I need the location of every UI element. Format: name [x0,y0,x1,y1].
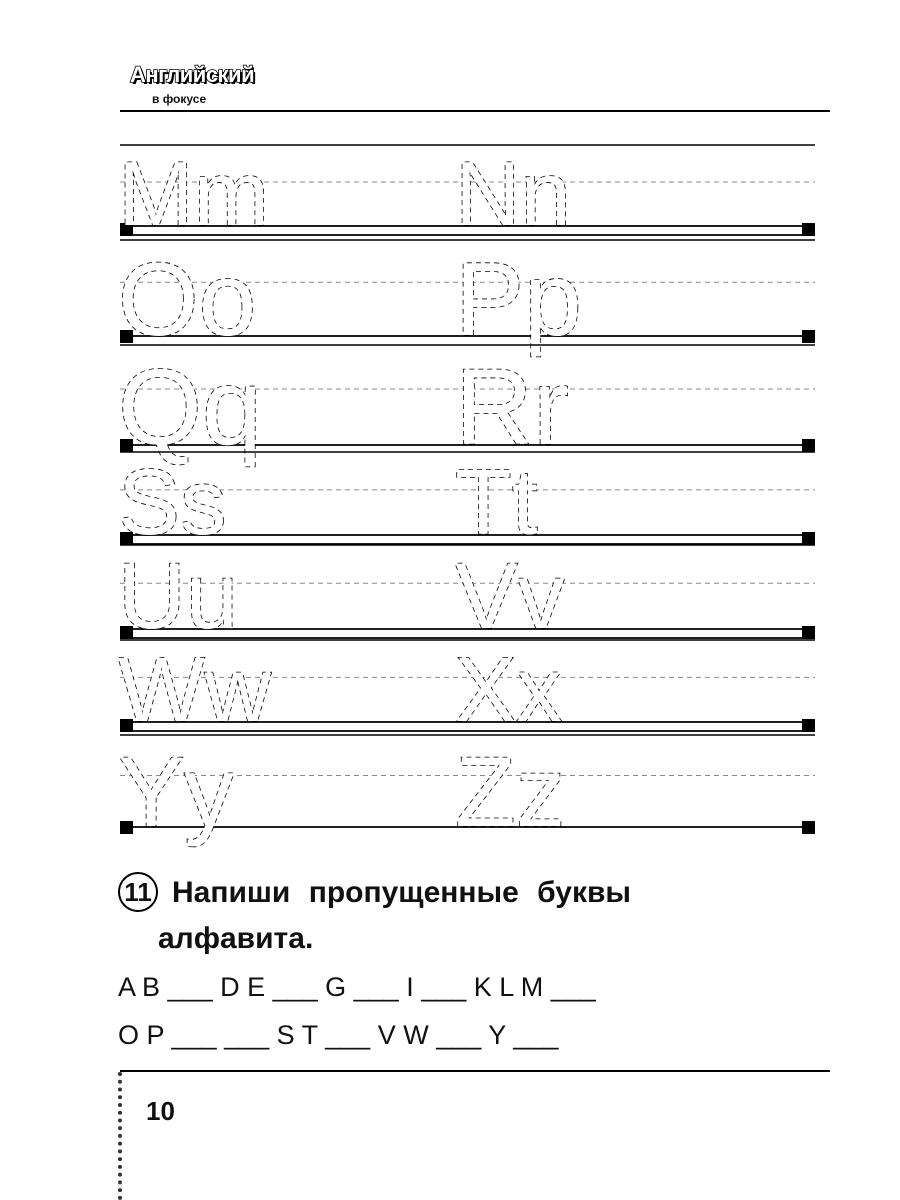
square-marker-right [802,532,815,545]
tracing-letter-pair: Uu [118,543,239,648]
tracing-letter-pair: Xx [455,639,563,741]
dotted-margin [118,1072,122,1200]
square-marker-right [802,626,815,639]
square-marker-right [802,223,815,236]
tracing-letter-pair: Yy [118,737,234,848]
square-marker-right [802,330,815,343]
square-marker-right [802,439,815,452]
task-instruction [158,870,772,962]
alphabet-row-1: A B ___ D E ___ G ___ I ___ K L M ___ [118,972,596,1002]
logo-subtitle: в фокусе [152,92,207,106]
task-number-badge: 11 [118,872,158,912]
tracing-letter-pair: Ss [118,450,227,554]
tracing-letter-pair: Ww [118,639,271,741]
square-marker-right [802,719,815,732]
square-marker-right [802,821,815,834]
footer-rule [120,1070,830,1072]
page-number: 10 [146,1096,175,1126]
alphabet-row-2: O P ___ ___ S T ___ V W ___ Y ___ [118,1020,559,1050]
tracing-letter-pair: Nn [455,144,571,245]
tracing-letter-pair: Mm [118,144,270,245]
tracing-letter-pair: Zz [455,737,566,848]
tracing-letter-pair: Tt [455,450,538,554]
tracing-letter-pair: Oo [118,241,257,357]
tracing-letter-pair: Pp [455,241,582,357]
tracing-letter-pair: Qq [118,346,263,467]
tracing-letter-pair: Vv [455,543,565,648]
task-instruction-line2: алфавита. [158,922,314,955]
logo-title: Английский [130,62,255,87]
task-instruction-line1: Напиши пропущенные буквы [172,876,632,909]
tracing-letter-pair: Rr [455,346,569,467]
